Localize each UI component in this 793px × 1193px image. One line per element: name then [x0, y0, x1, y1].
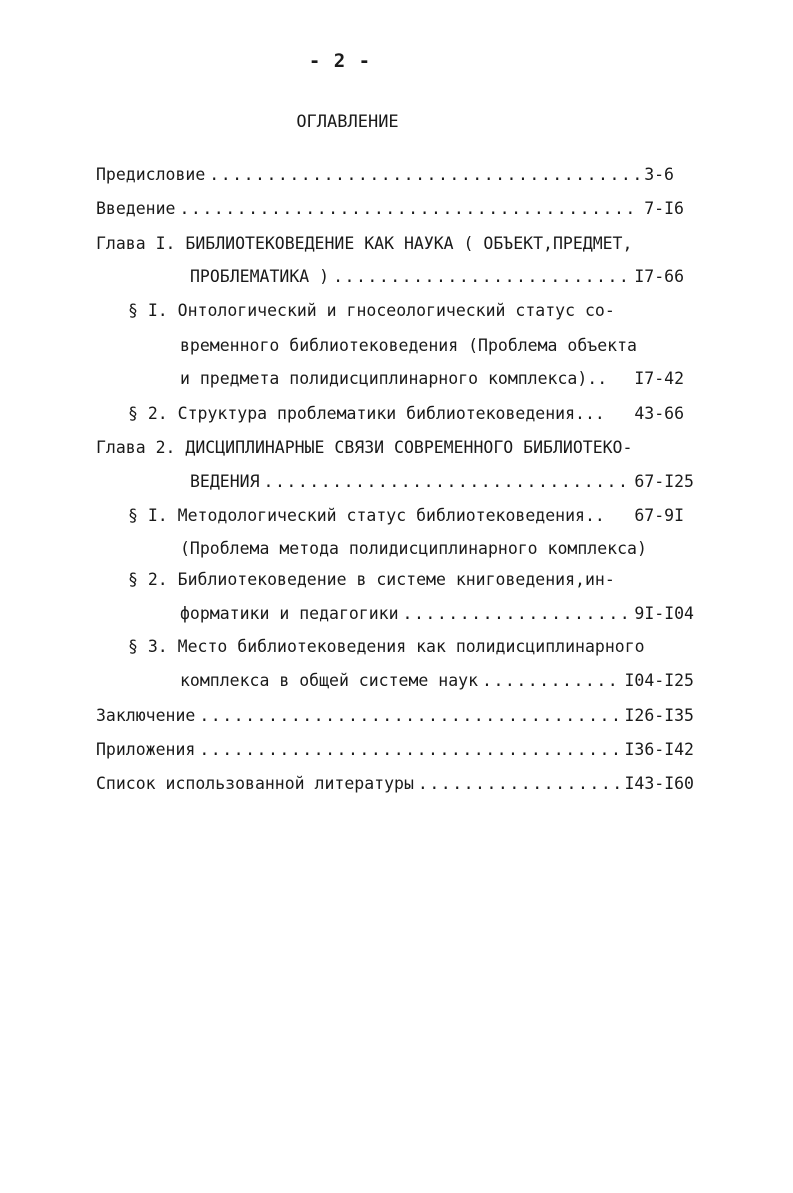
toc-entry-pages: I04-I25 — [624, 671, 694, 690]
toc-chapter-2-title: Глава 2. ДИСЦИПЛИНАРНЫЕ СВЯЗИ СОВРЕМЕННОГО БИБЛИОТЕКО- — [96, 438, 633, 457]
toc-entry-label: и предмета полидисциплинарного комплекса).. — [180, 369, 608, 388]
leader-dots — [199, 740, 620, 760]
leader-dots — [482, 671, 620, 691]
leader-dots — [264, 472, 631, 492]
leader-dots — [179, 199, 640, 219]
toc-entry-label: Список использованной литературы — [96, 774, 414, 793]
toc-entry-pages: 43-66 — [634, 404, 684, 423]
toc-entry-label: комплекса в общей системе наук — [180, 671, 479, 690]
leader-dots — [209, 165, 640, 185]
toc-section-2-1-line1 — [128, 506, 684, 526]
toc-entry-pages: I7-66 — [634, 267, 684, 286]
toc-entry-pages: I26-I35 — [624, 706, 694, 725]
toc-chapter-1-title: Глава I. БИБЛИОТЕКОВЕДЕНИЕ КАК НАУКА ( ОБЪЕКТ,ПРЕДМЕТ, — [96, 234, 633, 253]
toc-entry-intro — [96, 199, 684, 219]
toc-entry-pages: 9I-I04 — [634, 604, 694, 623]
leader-dots — [403, 604, 631, 624]
toc-section-1-1-line3 — [180, 369, 684, 389]
toc-entry-label: ПРОБЛЕМАТИКА ) — [190, 267, 330, 286]
toc-entry-label: ВЕДЕНИЯ — [190, 472, 260, 491]
toc-entry-label: § 2. Структура проблематики библиотековедения... — [128, 404, 605, 423]
toc-section-1-1-line2: временного библиотековедения (Проблема объекта — [180, 336, 637, 355]
toc-entry-conclusion — [96, 706, 694, 726]
toc-section-1-1-line1: § I. Онтологический и гносеологический статус со- — [128, 301, 615, 320]
toc-section-2-3-line1: § 3. Место библиотековедения как полидисциплинарного — [128, 637, 645, 656]
toc-section-2-2-line1: § 2. Библиотековедение в системе книговедения,ин- — [128, 570, 615, 589]
toc-entry-label: Приложения — [96, 740, 196, 759]
toc-chapter-2-cont — [190, 472, 694, 492]
toc-entry-label: Предисловие — [96, 165, 206, 184]
toc-entry-label: форматики и педагогики — [180, 604, 399, 623]
toc-section-2-2-line2 — [180, 604, 694, 624]
toc-chapter-1-cont — [190, 267, 684, 287]
toc-entry-label: Заключение — [96, 706, 196, 725]
toc-entry-pages: I43-I60 — [624, 774, 694, 793]
leader-dots — [418, 774, 621, 794]
page-number: - 2 - — [308, 50, 372, 72]
toc-entry-pages: 67-9I — [634, 506, 684, 525]
toc-entry-label: § I. Методологический статус библиотековедения.. — [128, 506, 605, 525]
toc-section-2-1-line2: (Проблема метода полидисциплинарного комплекса) — [180, 539, 647, 558]
toc-entry-pages: 3-6 — [644, 165, 674, 184]
leader-dots — [199, 706, 620, 726]
toc-entry-label: Введение — [96, 199, 176, 218]
toc-entry-pages: I36-I42 — [624, 740, 694, 759]
toc-title: ОГЛАВЛЕНИЕ — [296, 112, 399, 132]
toc-entry-preface — [96, 165, 674, 185]
toc-entry-pages: I7-42 — [634, 369, 684, 388]
toc-entry-appendix — [96, 740, 694, 760]
toc-section-1-2 — [128, 404, 684, 424]
toc-section-2-3-line2 — [180, 671, 694, 691]
toc-entry-references — [96, 774, 694, 794]
toc-entry-pages: 67-I25 — [634, 472, 694, 491]
toc-entry-pages: 7-I6 — [644, 199, 684, 218]
leader-dots — [333, 267, 630, 287]
